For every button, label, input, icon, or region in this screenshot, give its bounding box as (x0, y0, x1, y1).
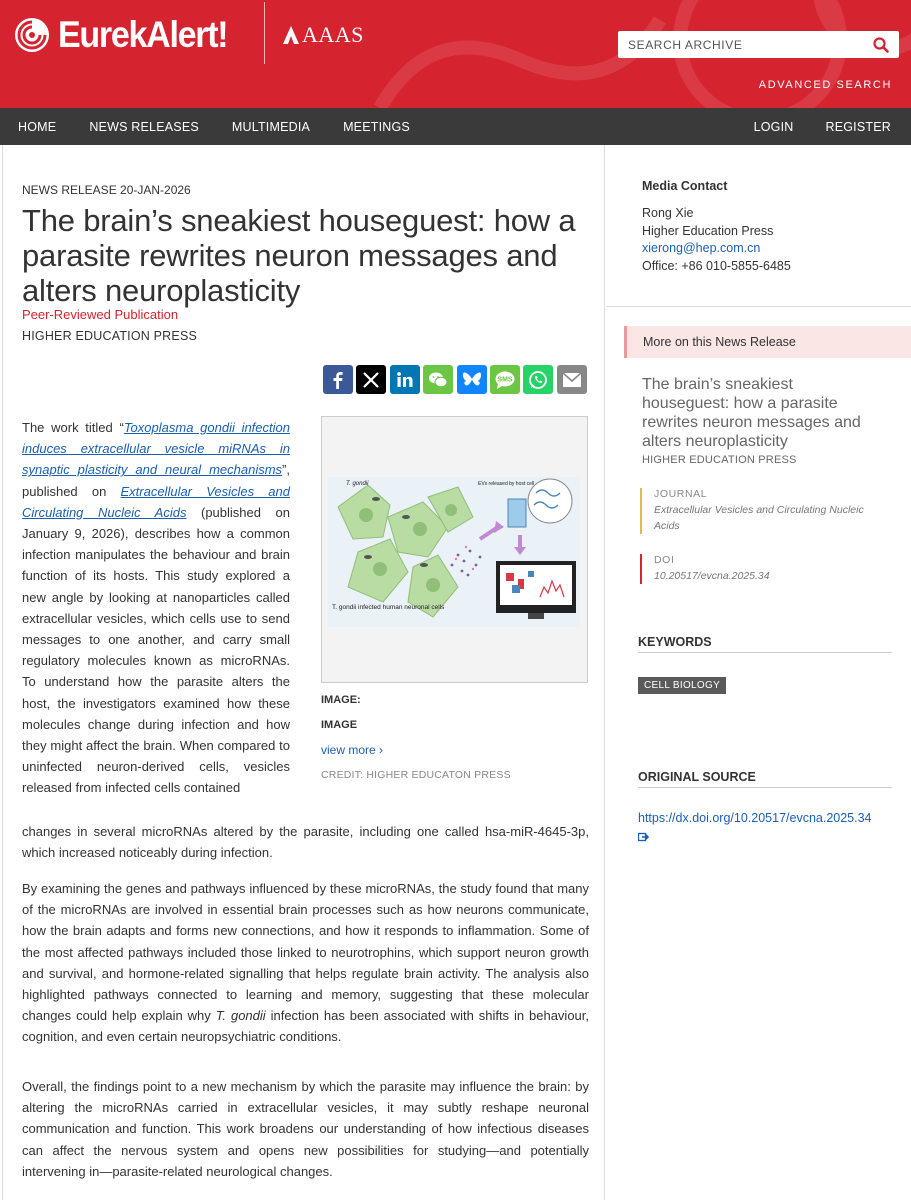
facebook-share-button[interactable] (323, 365, 353, 394)
doi-value: 10.20517/evcna.2025.34 (654, 570, 770, 582)
more-on-release-header (624, 326, 911, 358)
p1-after-title: ”, published on (22, 462, 290, 499)
advanced-search-link[interactable]: ADVANCED SEARCH (758, 79, 892, 91)
doi-meta (640, 554, 880, 584)
figure-image-label-2: IMAGE (321, 719, 358, 731)
original-source-link[interactable] (638, 808, 878, 848)
article-organization: HIGHER EDUCATION PRESS (22, 329, 198, 343)
linkedin-share-button[interactable] (390, 365, 420, 394)
search-icon[interactable] (873, 37, 889, 53)
logo-text: EurekAlert! (58, 14, 228, 55)
article-paragraph-2 (22, 878, 589, 1048)
site-header (0, 0, 911, 108)
sidebar-release-title[interactable]: The brain’s sneakiest houseguest: how a parasite rewrites neuron messages and alters neuroplasticity (642, 376, 861, 450)
sms-icon (494, 370, 516, 390)
logo-divider (264, 2, 265, 64)
media-contact-box (606, 145, 911, 307)
journal-heading: JOURNAL (654, 488, 708, 500)
share-bar (323, 365, 590, 394)
whatsapp-share-button[interactable] (523, 365, 553, 394)
external-link-icon (638, 832, 649, 842)
journal-link-text: Extracellular Vesicles and Circulating Nucleic Acids (22, 483, 290, 520)
sms-share-button[interactable] (490, 365, 520, 394)
nav-register[interactable]: REGISTER (825, 119, 891, 134)
contact-email-link[interactable]: xierong@hep.com.cn (642, 241, 761, 255)
facebook-icon (329, 371, 347, 389)
doi-heading: DOI (654, 554, 675, 566)
keyword-tag[interactable]: CELL BIOLOGY (638, 677, 726, 694)
linkedin-icon (396, 371, 414, 389)
aaas-text: AAAS (302, 22, 364, 47)
nav-login[interactable]: LOGIN (753, 119, 794, 134)
email-share-button[interactable] (557, 365, 587, 394)
wechat-share-button[interactable] (423, 365, 453, 394)
keywords-heading: KEYWORDS (638, 635, 892, 653)
nav-multimedia[interactable]: MULTIMEDIA (231, 119, 311, 134)
aaas-mark-icon (282, 25, 300, 45)
article-paragraph-3: Overall, the findings point to a new mechanism by which the parasite may influence the brain: by altering the microRNAs carried in extracellular vesicles, it may subtly reshape neuronal communication and function. This work broadens our understanding of how infectious diseases can affect the nervous system and opens new possibilities for studying—and potentially intervening in—parasite-related neurological changes. (22, 1079, 589, 1179)
eurekalert-swirl-icon (14, 17, 50, 53)
article-paragraph-1 (22, 417, 290, 799)
contact-name: Rong Xie (642, 206, 694, 220)
contact-org: Higher Education Press (642, 224, 774, 238)
p2-italic: T. gondii (215, 1008, 266, 1024)
wechat-icon (428, 371, 448, 389)
bluesky-icon (462, 371, 482, 389)
whatsapp-icon (528, 370, 548, 390)
nav-meetings[interactable]: MEETINGS (343, 119, 410, 134)
p1-intro: The work titled “ (22, 420, 124, 435)
sidebar (606, 145, 911, 1200)
nav-news-releases[interactable]: NEWS RELEASES (89, 119, 199, 134)
contact-phone: Office: +86 010-5855-6485 (642, 259, 791, 273)
bluesky-share-button[interactable] (457, 365, 487, 394)
search-box (618, 31, 899, 58)
nav-home[interactable]: HOME (18, 119, 57, 134)
figure-label-tgondii: T. gondii (346, 481, 369, 487)
p2-b: infection has been associated with shifts in behaviour, cognition, and even certain neuropsychiatric conditions. (22, 1008, 589, 1045)
eurekalert-logo[interactable] (14, 14, 242, 56)
x-share-button[interactable] (356, 365, 386, 394)
figure-label-evs: EVs released by host cell (478, 481, 535, 487)
more-on-release-label: More on this News Release (643, 335, 796, 349)
p1-rest: (published on January 9, 2026), describes how a common infection manipulates the behaviour and brain function of its hosts. This study explored a new angle by looking at nanoparticles called extracellular vesicles, which cells use to send messages to one another, and carry small regulatory molecules known as microRNAs. To understand how the parasite alters the host, the investigators examined how these molecules change during infection and how they might affect the brain. When compared to uninfected neuron-derived cells, vesicles released from infected cells contained (22, 504, 290, 796)
p2-a: By examining the genes and pathways influenced by these microRNAs, the study found that many of the microRNAs are involved in essential brain processes such as how neurons communicate, how the brain adapts and forms new connections, and how it responds to inflammation. Some of the most affected pathways included those linked to neurotrophins, which support neuron growth and survival, and hormone-related signalling that helps regulate brain activity. The analysis also highlighted pathways connected to learning and memory, suggesting that these molecular changes could help explain why (22, 881, 589, 1024)
article-paragraph-1-cont: changes in several microRNAs altered by the parasite, including one called hsa-miR-4645-3p, which increased noticeably during infection. (22, 824, 589, 861)
x-icon (362, 371, 380, 389)
journal-meta (640, 488, 880, 534)
aaas-logo[interactable] (282, 22, 364, 48)
figure-credit: CREDIT: HIGHER EDUCATON PRESS (321, 769, 511, 781)
journal-value: Extracellular Vesicles and Circulating Nucleic Acids (654, 504, 864, 532)
article-main (2, 145, 605, 1200)
sidebar-release-org: HIGHER EDUCATION PRESS (642, 454, 797, 466)
figure-illustration (328, 477, 580, 627)
svg-text:SMS: SMS (497, 376, 513, 383)
paper-title-text: Toxoplasma gondii infection induces extracellular vesicle miRNAs in synaptic plasticity and neural mechanisms (22, 420, 290, 478)
main-nav (0, 108, 911, 145)
figure-image-label: IMAGE: (321, 694, 361, 706)
figure-label-caption: T. gondii infected human neuronal cells (332, 604, 445, 611)
media-contact-heading: Media Contact (642, 179, 728, 193)
search-input[interactable] (628, 38, 873, 52)
peer-reviewed-label: Peer-Reviewed Publication (22, 307, 179, 322)
original-source-link-text: https://dx.doi.org/10.20517/evcna.2025.34 (638, 811, 872, 825)
email-icon (562, 372, 582, 388)
article-figure[interactable] (321, 416, 588, 683)
article-title: The brain’s sneakiest houseguest: how a parasite rewrites neuron messages and alters neuroplasticity (22, 203, 576, 308)
release-date: NEWS RELEASE 20-JAN-2026 (22, 183, 191, 197)
figure-view-more-link[interactable]: view more › (321, 743, 384, 757)
original-source-heading: ORIGINAL SOURCE (638, 770, 892, 788)
